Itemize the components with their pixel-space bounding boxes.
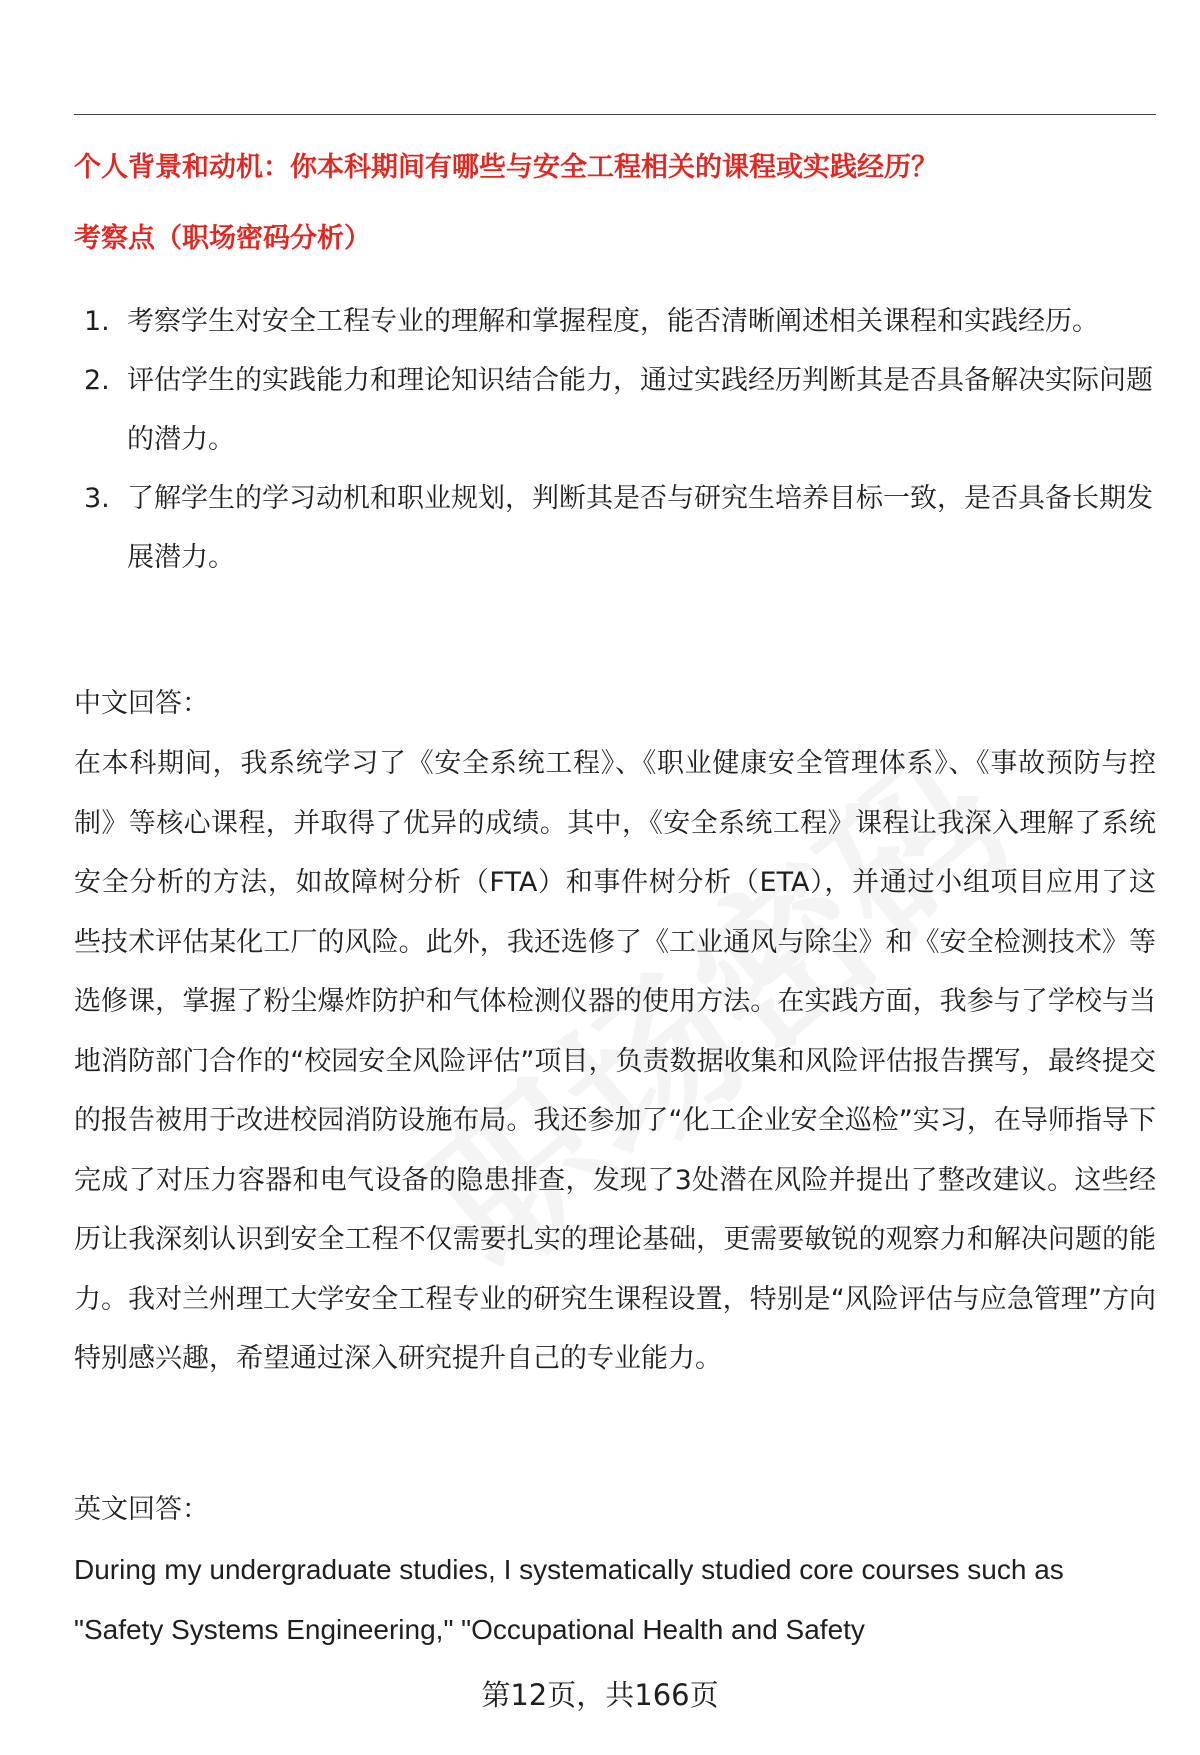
english-answer-label: 英文回答： — [74, 1494, 209, 1525]
assessment-points-list — [74, 292, 1156, 587]
list-item-number: 3. — [84, 483, 110, 514]
list-item — [74, 469, 1156, 587]
page-number: 第12页，共166页 — [481, 1678, 719, 1712]
list-item-number: 2. — [84, 365, 110, 396]
header-divider — [74, 114, 1156, 115]
question-heading: 个人背景和动机：你本科期间有哪些与安全工程相关的课程或实践经历？ — [74, 152, 938, 183]
points-title: 考察点（职场密码分析） — [74, 223, 371, 254]
chinese-answer-label: 中文回答： — [74, 688, 209, 719]
list-item-text: 考察学生对安全工程专业的理解和掌握程度，能否清晰阐述相关课程和实践经历。 — [127, 306, 1099, 337]
list-item — [74, 351, 1156, 469]
list-item-text: 了解学生的学习动机和职业规划，判断其是否与研究生培养目标一致，是否具备长期发展潜力。 — [127, 483, 1153, 573]
list-item-number: 1. — [84, 306, 110, 337]
english-answer-text: During my undergraduate studies, I systematically studied core courses such as "Safety Systems Engineering," "Occupational Health and Safety — [74, 1554, 1064, 1645]
chinese-answer-text: 在本科期间，我系统学习了《安全系统工程》、《职业健康安全管理体系》、《事故预防与控制》等核心课程，并取得了优异的成绩。其中，《安全系统工程》课程让我深入理解了系统安全分析的方法，如故障树分析（FTA）和事件树分析（ETA），并通过小组项目应用了这些技术评估某化工厂的风险。此外，我还选修了《工业通风与除尘》和《安全检测技术》等选修课，掌握了粉尘爆炸防护和气体检测仪器的使用方法。在实践方面，我参与了学校与当地消防部门合作的“校园安全风险评估”项目，负责数据收集和风险评估报告撰写，最终提交的报告被用于改进校园消防设施布局。我还参加了“化工企业安全巡检”实习，在导师指导下完成了对压力容器和电气设备的隐患排查，发现了3处潜在风险并提出了整改建议。这些经历让我深刻认识到安全工程不仅需要扎实的理论基础，更需要敏锐的观察力和解决问题的能力。我对兰州理工大学安全工程专业的研究生课程设置，特别是“风险评估与应急管理”方向特别感兴趣，希望通过深入研究提升自己的专业能力。 — [74, 748, 1156, 1374]
list-item-text: 评估学生的实践能力和理论知识结合能力，通过实践经历判断其是否具备解决实际问题的潜力。 — [127, 365, 1153, 455]
list-item — [74, 292, 1156, 351]
